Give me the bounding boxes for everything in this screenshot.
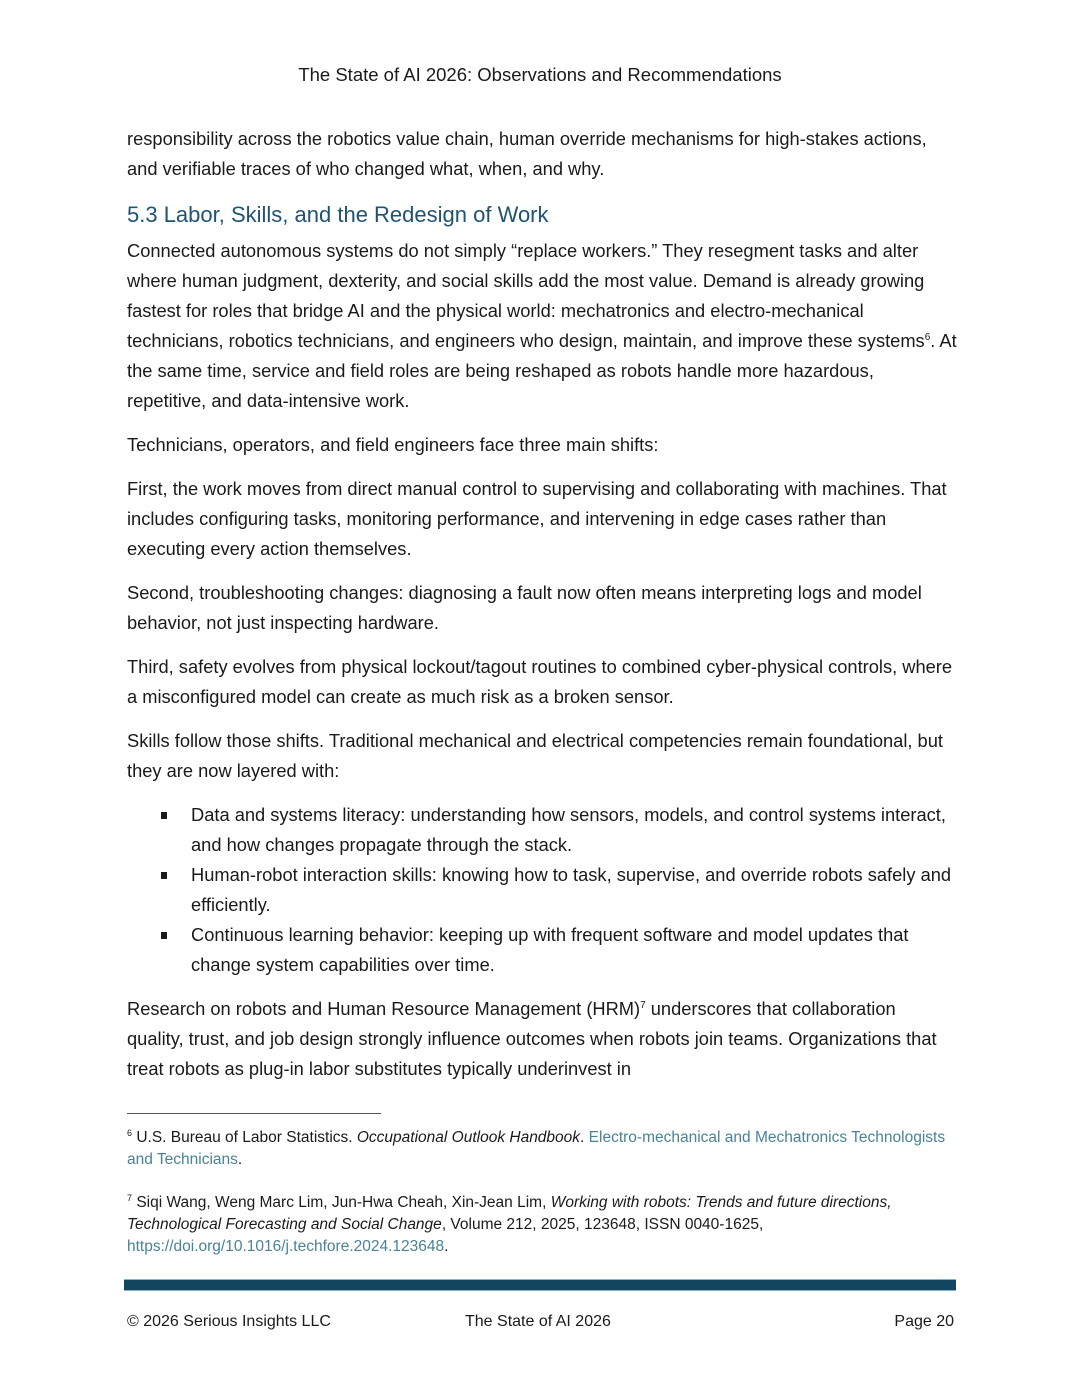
footnotes: [127, 1127, 957, 1279]
bullet-square-icon: [161, 932, 167, 939]
list-item: Continuous learning behavior: keeping up with frequent software and model updates that change system capabilities over time.: [191, 920, 957, 980]
footnote-separator: [127, 1113, 381, 1114]
footer-title: The State of AI 2026: [465, 1313, 611, 1330]
footer-copyright: © 2026 Serious Insights LLC: [127, 1313, 331, 1330]
footnote-ref-6[interactable]: 6: [924, 331, 931, 343]
paragraph-4: Second, troubleshooting changes: diagnosing a fault now often means interpreting logs and model behavior, not just inspecting hardware.: [127, 582, 922, 633]
footnote-6-link[interactable]: Electro-mechanical and Mechatronics Technologists and Technicians: [127, 1129, 946, 1168]
list-item: Human-robot interaction skills: knowing how to task, supervise, and override robots safely and efficiently.: [191, 860, 957, 920]
bullet-square-icon: [161, 812, 167, 819]
footnote-ref-7[interactable]: 7: [640, 999, 646, 1011]
intro-paragraph: responsibility across the robotics value chain, human override mechanisms for high-stakes actions, and verifiable traces of who changed what, when, and why.: [127, 128, 927, 179]
footnote-7-doi-link[interactable]: https://doi.org/10.1016/j.techfore.2024.123648: [127, 1238, 445, 1255]
bullet-square-icon: [161, 872, 167, 879]
paragraph-2: Technicians, operators, and field engineers face three main shifts:: [127, 434, 659, 455]
footer-bar: [124, 1279, 956, 1291]
footnote-7: $^7$ Siqi Wang, Weng Marc Lim, Jun-Hwa Cheah, Xin-Jean Lim, Working with robots: Trends and future directions, Technological Forecasting and Social Change, Volume 212, 2025, 123648, ISSN 0040-1625, https://doi.org/10.1016/j.techfore.2024.123648.: [127, 1192, 892, 1255]
skills-list: [127, 800, 957, 980]
paragraph-6: Skills follow those shifts. Traditional mechanical and electrical competencies remain foundational, but they are now layered with:: [127, 730, 943, 781]
footnote-6: $^6$ U.S. Bureau of Labor Statistics. Occupational Outlook Handbook. Electro-mechanical and Mechatronics Technologists and Technicians.: [127, 1127, 946, 1168]
paragraph-5: Third, safety evolves from physical lockout/tagout routines to combined cyber-physical controls, where a misconfigured model can create as much risk as a broken sensor.: [127, 656, 953, 707]
page-number: Page 20: [894, 1313, 954, 1330]
paragraph-7: Research on robots and Human Resource Management (HRM)$^7$ underscores that collaboration quality, trust, and job design strongly influence outcomes when robots join teams. Organizations that treat robots as plug-in labor substitutes typically underinvest in: [127, 998, 937, 1079]
page-body: [127, 124, 957, 1098]
paragraph-3: First, the work moves from direct manual control to supervising and collaborating with machines. That includes configuring tasks, monitoring performance, and intervening in edge cases rather than executing every action themselves.: [127, 478, 947, 559]
section-heading: 5.3 Labor, Skills, and the Redesign of Work: [127, 202, 549, 227]
running-header: The State of AI 2026: Observations and Recommendations: [298, 64, 782, 85]
list-item: Data and systems literacy: understanding how sensors, models, and control systems interact, and how changes propagate through the stack.: [191, 800, 957, 860]
paragraph-1: Connected autonomous systems do not simply “replace workers.” They resegment tasks and alter where human judgment, dexterity, and social skills add the most value. Demand is already growing fastest for roles that bridge AI and the physical world: mechatronics and electro-mechanical technicians, robotics technicians, and engineers who design, maintain, and improve these systems$^6$. At the same time, service and field roles are being reshaped as robots handle more hazardous, repetitive, and data-intensive work.: [127, 240, 957, 411]
